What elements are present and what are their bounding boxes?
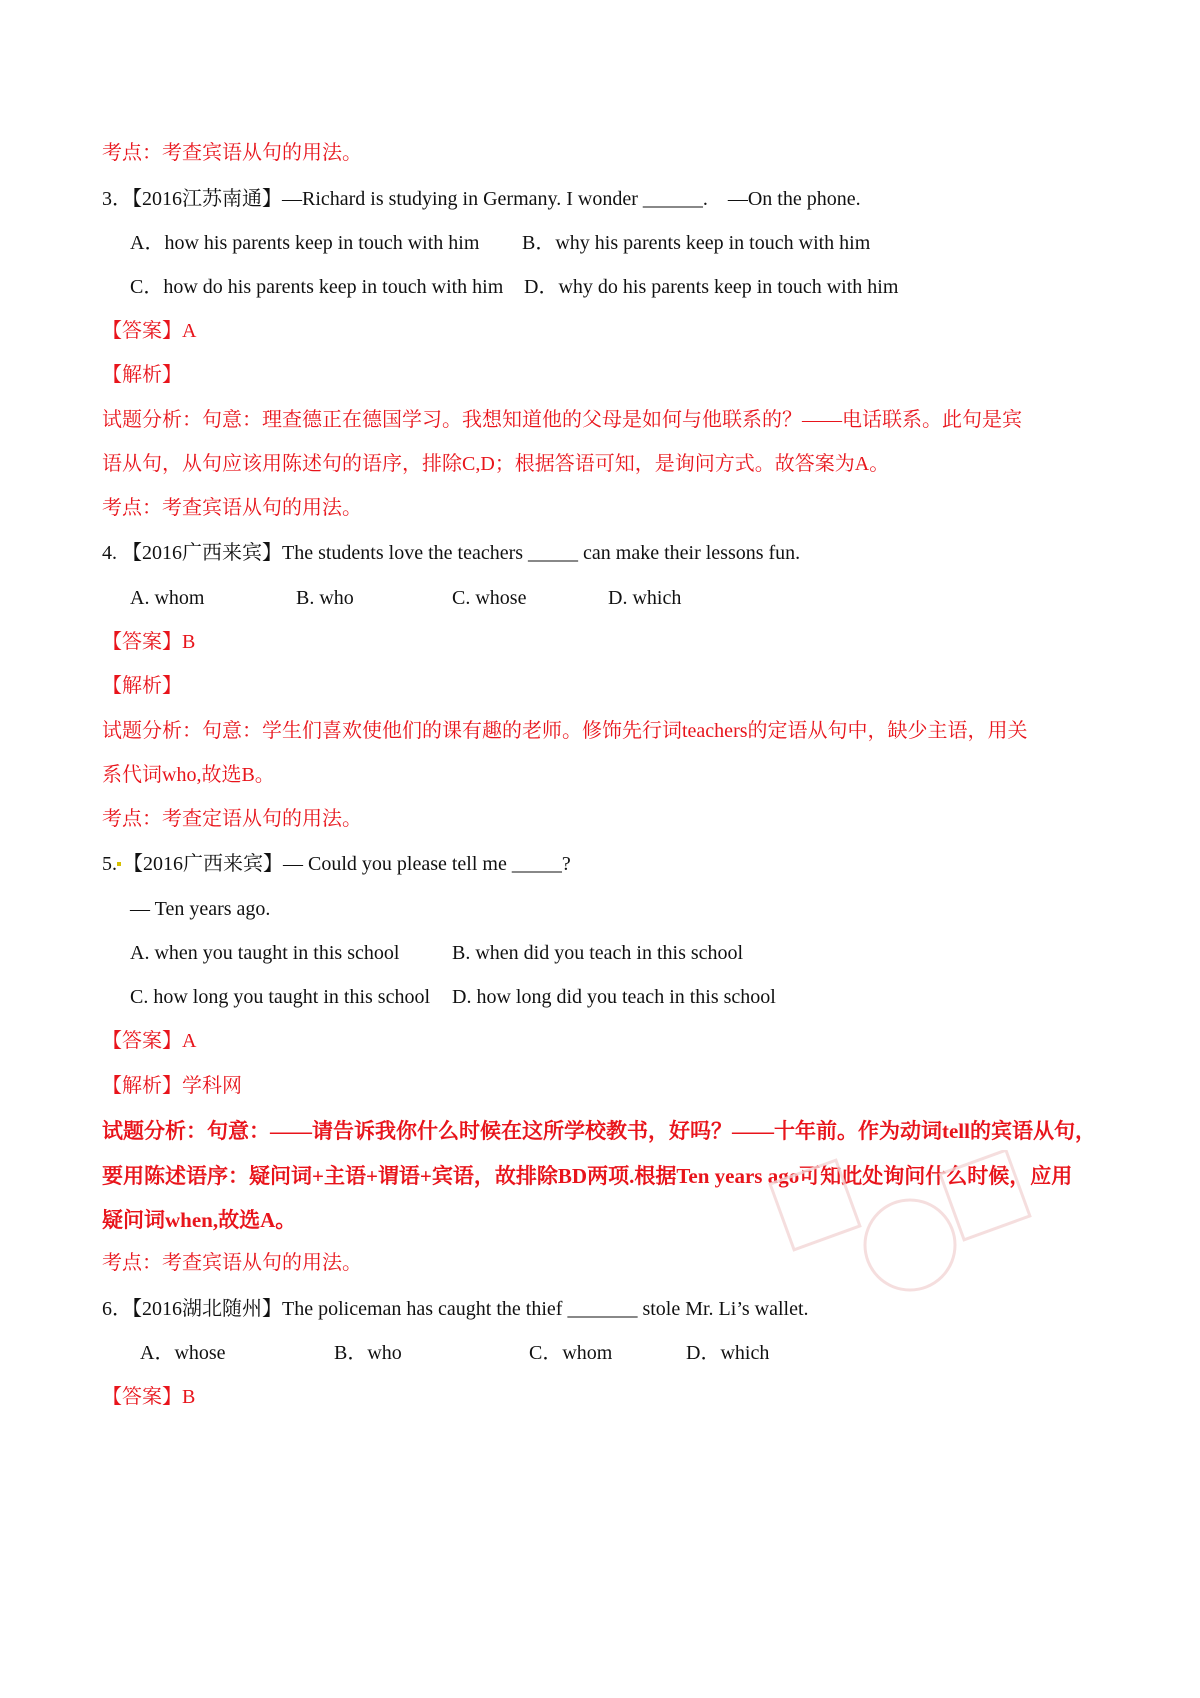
q5-analysis-line-3: 疑问词when,故选A。 bbox=[102, 1208, 297, 1232]
q6-option-c: C．whom bbox=[529, 1342, 613, 1364]
q3-stem: 3．【2016江苏南通】—Richard is studying in Germany. I wonder ______. —On the phone. bbox=[102, 188, 861, 210]
q6-option-b: B．who bbox=[334, 1342, 402, 1364]
q5-jiexi-label: 【解析】学科网 bbox=[102, 1075, 242, 1097]
q3-option-a: A．how his parents keep in touch with him bbox=[130, 232, 480, 254]
q3-option-b: B．why his parents keep in touch with him bbox=[522, 232, 871, 254]
q6-answer: 【答案】B bbox=[102, 1386, 196, 1408]
q4-stem: 4. 【2016广西来宾】The students love the teachers _____ can make their lessons fun. bbox=[102, 542, 801, 564]
q4-kaodian: 考点：考查定语从句的用法。 bbox=[102, 808, 362, 830]
q5-option-d: D. how long did you teach in this school bbox=[452, 986, 776, 1008]
q4-analysis-line-2: 系代词who,故选B。 bbox=[102, 764, 275, 786]
q4-option-d: D. which bbox=[608, 587, 682, 609]
q3-option-d: D．why do his parents keep in touch with him bbox=[524, 276, 899, 298]
q6-option-d: D．which bbox=[686, 1342, 770, 1364]
q4-answer: 【答案】B bbox=[102, 631, 196, 653]
q5-option-b: B. when did you teach in this school bbox=[452, 942, 744, 964]
q4-option-c: C. whose bbox=[452, 587, 527, 609]
q6-stem: 6．【2016湖北随州】The policeman has caught the thief _______ stole Mr. Li’s wallet. bbox=[102, 1298, 809, 1320]
q5-analysis-line-1: 试题分析：句意：——请告诉我你什么时候在这所学校教书，好吗？——十年前。作为动词tell的宾语从句， bbox=[102, 1119, 1096, 1143]
q3-jiexi-label: 【解析】 bbox=[102, 364, 182, 386]
kaodian-previous: 考点：考查宾语从句的用法。 bbox=[102, 142, 362, 164]
q5-option-a: A. when you taught in this school bbox=[130, 942, 400, 964]
q5-number: 5. bbox=[102, 853, 117, 875]
q4-analysis-line-1: 试题分析：句意：学生们喜欢使他们的课有趣的老师。修饰先行词teachers的定语从句中，缺少主语，用关 bbox=[102, 720, 1028, 742]
q6-option-a: A．whose bbox=[140, 1342, 226, 1364]
q5-stem-line bbox=[102, 851, 571, 877]
q5-analysis-line-2: 要用陈述语序：疑问词+主语+谓语+宾语，故排除BD两项.根据Ten years ago可知此处询问什么时候，应用 bbox=[102, 1164, 1073, 1188]
q3-answer: 【答案】A bbox=[102, 320, 197, 342]
q5-answer: 【答案】A bbox=[102, 1030, 197, 1052]
q5-reply: — Ten years ago. bbox=[130, 898, 271, 920]
q5-stem: 【2016广西来宾】— Could you please tell me _____? bbox=[123, 853, 571, 875]
q5-kaodian: 考点：考查宾语从句的用法。 bbox=[102, 1252, 362, 1274]
q3-option-c: C．how do his parents keep in touch with him bbox=[130, 276, 504, 298]
q5-option-c: C. how long you taught in this school bbox=[130, 986, 430, 1008]
q4-jiexi-label: 【解析】 bbox=[102, 675, 182, 697]
q3-analysis-line-1: 试题分析：句意：理查德正在德国学习。我想知道他的父母是如何与他联系的？——电话联系。此句是宾 bbox=[102, 409, 1022, 431]
q3-kaodian: 考点：考查宾语从句的用法。 bbox=[102, 497, 362, 519]
q4-option-b: B. who bbox=[296, 587, 354, 609]
q4-option-a: A. whom bbox=[130, 587, 205, 609]
q3-analysis-line-2: 语从句，从句应该用陈述句的语序，排除C,D；根据答语可知，是询问方式。故答案为A。 bbox=[102, 453, 890, 475]
q5-marker-dot bbox=[117, 862, 121, 866]
